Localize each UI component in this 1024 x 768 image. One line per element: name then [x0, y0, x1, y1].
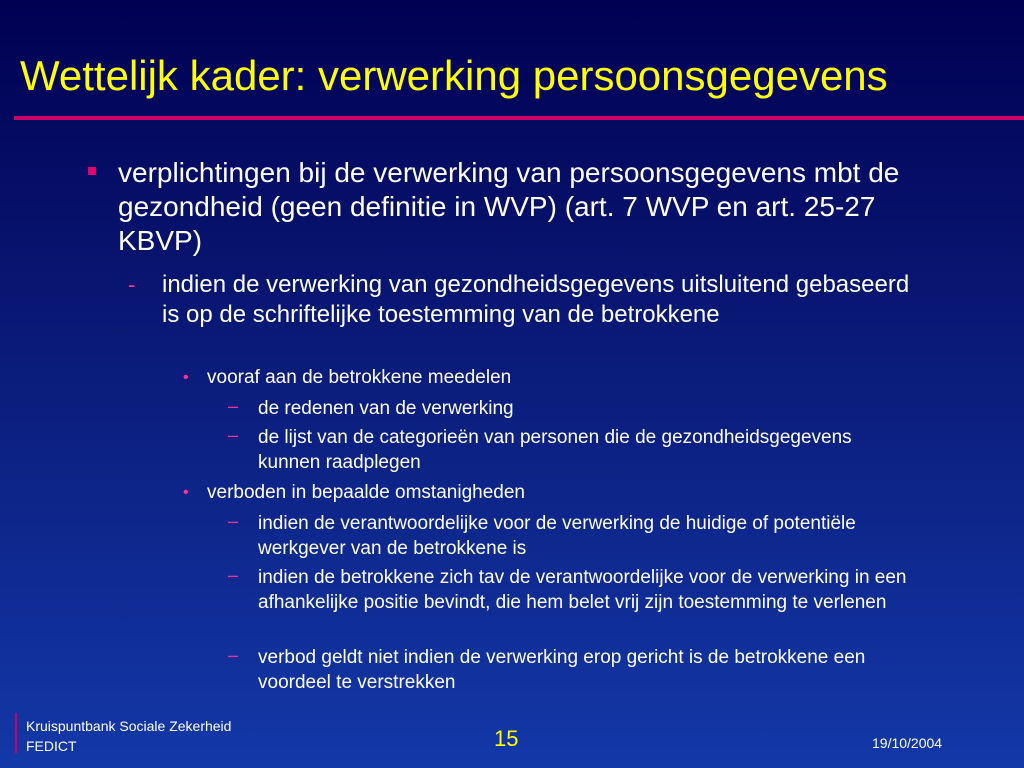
bullet-text: vooraf aan de betrokkene meedelen	[207, 367, 512, 388]
title-underline	[14, 116, 1024, 120]
bullet-text: indien de betrokkene zich tav de verantwoordelijke voor de verwerking in een afhankelijke positie bevindt, die hem belet vrij zijn toestemming te verlenen	[258, 567, 907, 613]
en-dash-bullet-icon: –	[228, 645, 239, 665]
dash-bullet-icon: -	[128, 272, 136, 297]
bullet-text: indien de verantwoordelijke voor de verwerking de huidige of potentiële werkgever van de betrokkene is	[258, 513, 856, 559]
page-number: 15	[494, 726, 519, 751]
slide-title: Wettelijk kader: verwerking persoonsgegevens	[20, 52, 888, 99]
footer-divider	[15, 713, 17, 753]
bullet-text: verbod geldt niet indien de verwerking erop gericht is de betrokkene een voordeel te verstrekken	[258, 647, 866, 693]
en-dash-bullet-icon: –	[228, 396, 239, 416]
footer-organization	[26, 716, 231, 756]
footer-date: 19/10/2004	[872, 735, 943, 751]
bullet-text: de redenen van de verwerking	[258, 398, 514, 419]
en-dash-bullet-icon: –	[228, 425, 239, 445]
dot-bullet-icon: •	[183, 369, 189, 386]
footer-org-subname: FEDICT	[26, 738, 77, 754]
footer-org-name: Kruispuntbank Sociale Zekerheid	[26, 718, 232, 734]
en-dash-bullet-icon: –	[228, 511, 239, 531]
bullet-text: verplichtingen bij de verwerking van persoonsgegevens mbt de gezondheid (geen definitie in WVP) (art. 7 WVP en art. 25-27 KBVP)	[118, 157, 900, 256]
dot-bullet-icon: •	[183, 484, 189, 501]
square-bullet-icon	[88, 167, 96, 175]
en-dash-bullet-icon: –	[228, 565, 239, 585]
bullet-text: de lijst van de categorieën van personen die de gezondheidsgegevens kunnen raadplegen	[258, 427, 852, 473]
bullet-text: verboden in bepaalde omstanigheden	[207, 482, 525, 503]
bullet-text: indien de verwerking van gezondheidsgegevens uitsluitend gebaseerd is op de schriftelijke toestemming van de betrokkene	[162, 271, 910, 328]
